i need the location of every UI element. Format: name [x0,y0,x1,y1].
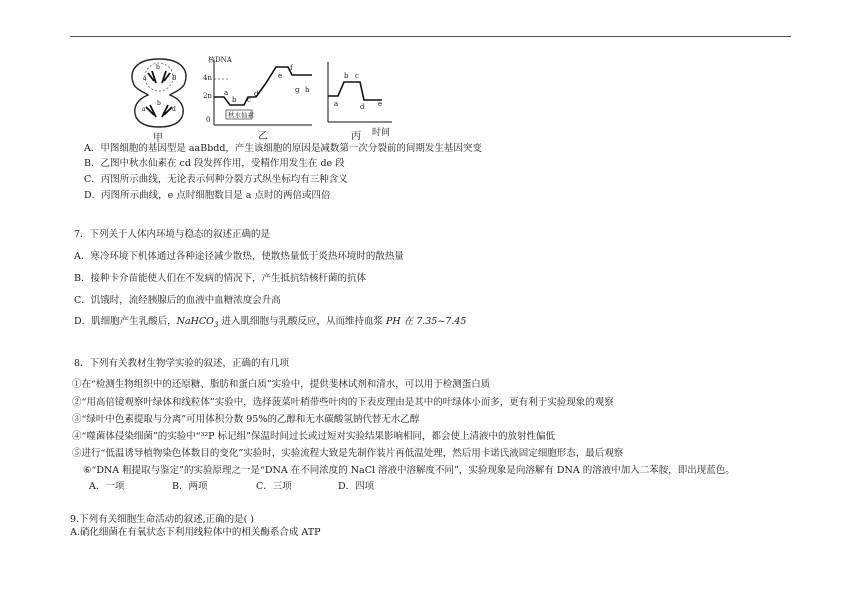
figure-yi-point-e: e [278,72,283,80]
figure-bing-point-d: d [360,103,365,111]
q7-d-mid: 进入肌细胞与乳酸反应，从而维持血浆 [218,316,386,327]
q8-option-d: D．四项 [338,481,375,492]
q6-option-a: A．甲图细胞的基因型是 aaBbdd，产生该细胞的原因是减数第一次分裂前的间期发生基因突变 [84,143,482,154]
q9-option-a: A.硝化细菌在有氧状态下利用线粒体中的相关酶系合成 ATP [70,527,321,538]
svg-text:b: b [156,64,160,71]
q7-stem: 7．下列关于人体内环境与稳态的叙述正确的是 [74,229,271,240]
figure-yi-point-g: g [295,86,300,94]
figure-yi-annotation: 秋水仙素 [228,111,254,119]
q7-d-end: 在 7.35~7.45 [400,316,467,327]
q7-d-prefix: D．肌细胞产生乳酸后， [74,316,177,327]
q6-option-c: C．丙图所示曲线，无论表示何种分裂方式纵坐标均有三种含义 [84,174,348,185]
svg-text:a: a [143,75,147,82]
header-rule [70,36,791,37]
svg-text:a: a [142,106,146,113]
figure-yi-y-title: 核DNA [208,56,232,64]
q8-item-4: ④“噬菌体侵染细菌”的实验中“³²P 标记组”保温时间过长或过短对实验结果影响相同，都会使上清液中的放射性偏低 [72,431,555,442]
q9-stem: 9.下列有关细胞生命活动的叙述,正确的是( ) [70,514,255,525]
figure-yi-tick-0: 0 [206,116,211,124]
figure-yi-point-d: d [254,90,259,98]
q7-option-b: B．接种卡介苗能使人们在不发病的情况下，产生抵抗结核杆菌的抗体 [74,273,366,284]
q7-d-sub: 3 [213,320,219,329]
figure-bing-point-b: b [344,72,349,80]
figure-yi-point-a: a [224,89,229,97]
q8-option-b: B．两项 [172,481,208,492]
figure-bing-label: 丙 [351,131,361,142]
q8-stem: 8．下列有关教材生物学实验的叙述，正确的有几项 [74,358,290,369]
q6-option-d: D．丙图所示曲线，e 点时细胞数目是 a 点时的两倍或四倍 [84,190,331,201]
figure-bing-point-c: c [355,72,359,80]
q7-option-a: A．寒冷环境下机体通过各种途径减少散热，使散热量低于炎热环境时的散热量 [74,251,404,262]
q8-item-2: ②“用高倍镜观察叶绿体和线粒体”实验中，选择菠菜叶稍带些叶肉的下表皮理由是其中的叶绿体小而多，更有利于实验现象的观察 [72,397,614,408]
figure-yi-label: 乙 [258,131,268,142]
q8-option-c: C．三项 [256,481,292,492]
figure-yi-point-h: h [305,86,310,94]
svg-text:d: d [172,106,176,113]
figure-yi-tick-4n: 4n [203,74,212,82]
q7-option-c: C．饥饿时，流经胰腺后的血液中血糖浓度会升高 [74,295,281,306]
figure-jia-cell [126,55,192,129]
svg-text:B: B [172,75,177,82]
figure-bing-x-title: 时间 [372,128,391,138]
figure-bing-point-e: e [378,100,383,108]
figure-bing-point-a: a [334,100,339,108]
figure-yi-point-b: b [232,96,237,104]
q8-item-5: ⑤进行“低温诱导植物染色体数目的变化”实验时，实验流程大致是先制作装片再低温处理，然后用卡诺氏液固定细胞形态，最后观察 [72,448,624,459]
q6-option-b: B．乙图中秋水仙素在 cd 段发挥作用，受精作用发生在 de 段 [84,158,345,169]
q7-option-d [74,316,466,331]
svg-text:b: b [157,100,161,107]
figure-yi-point-c: c [247,96,251,104]
q8-option-a: A．一项 [89,481,125,492]
q8-item-1: ①在“检测生物组织中的还原糖、脂肪和蛋白质”实验中，提供斐林试剂和清水，可以用于检测蛋白质 [72,379,491,390]
figure-bing-chart [322,60,394,125]
figure-yi-tick-2n: 2n [203,92,212,100]
q7-d-chem: NaHCO [176,316,214,327]
q8-item-6: ⑥“DNA 粗提取与鉴定”的实验原理之一是“DNA 在不同浓度的 NaCl 溶液中溶解度不同”，实验现象是向溶解有 DNA 的溶液中加入二苯胺，即出现蓝色。 [83,465,735,476]
figure-jia-label: 甲 [153,133,163,144]
q8-item-3: ③“绿叶中色素提取与分离”可用体积分数 95%的乙醇和无水碳酸氢钠代替无水乙醇 [72,414,420,425]
figure-yi-point-f: f [290,64,293,72]
q7-d-ph: PH [385,316,401,327]
